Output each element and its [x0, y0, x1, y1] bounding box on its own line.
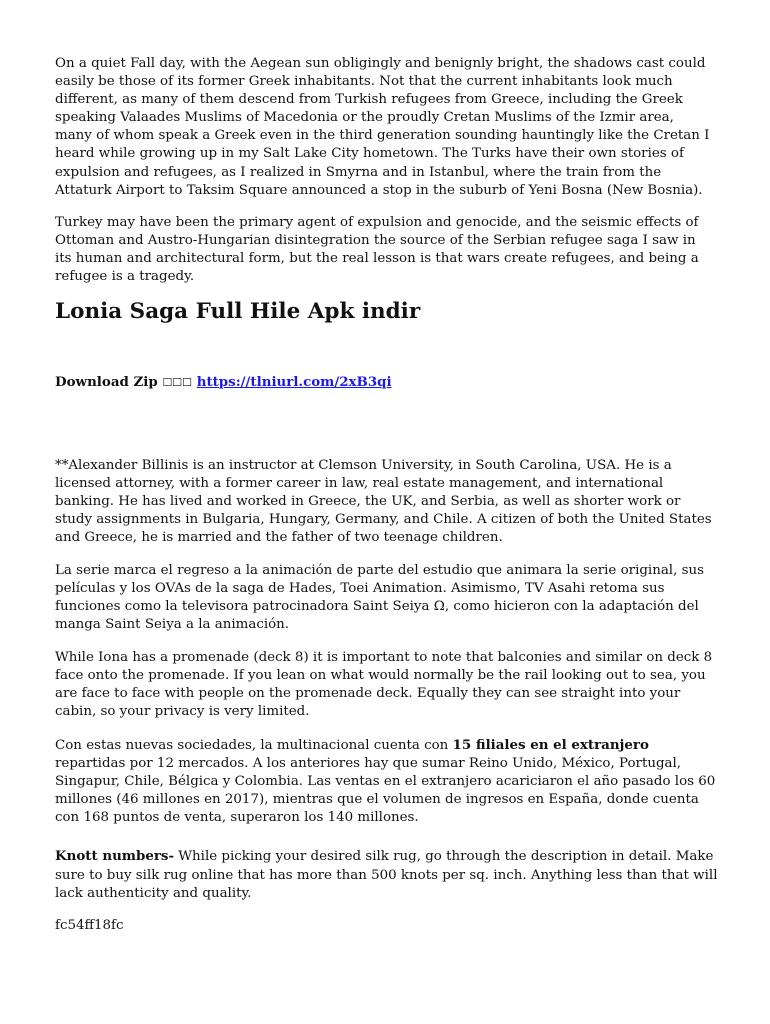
paragraph-serie: La serie marca el regreso a la animación de parte del estudio que animara la serie original, sus películas y los OVAs de la saga de Hades, Toei Animation. Asimismo, TV Asahi retoma sus funciones como la televisora patrocinadora Saint Seiya Ω, como hicieron con la adaptación del manga Saint Seiya a la animación.: [55, 563, 704, 633]
paragraph-author-bio: **Alexander Billinis is an instructor at Clemson University, in South Carolina, USA. He is a licensed attorney, with a former career in law, real estate management, and international banking. He has lived and worked in Greece, the UK, and Serbia, as well as shorter work or study assignments in Bulgaria, Hungary, Germany, and Chile. A citizen of both the United States and Greece, he is married and the father of two teenage children.: [55, 458, 712, 546]
paragraph-filiales: [55, 736, 720, 827]
knott-bold: Knott numbers-: [55, 848, 175, 865]
paragraph-turkey: Turkey may have been the primary agent of expulsion and genocide, and the seismic effects of Ottoman and Austro-Hungarian disintegration the source of the Serbian refugee saga I saw in its human and architectural form, but the real lesson is that wars create refugees, and being a refugee is a tragedy.: [55, 214, 699, 285]
download-glyphs: ☐☐☐: [162, 376, 193, 389]
document-page: [55, 55, 718, 934]
paragraph-smyrna: On a quiet Fall day, with the Aegean sun obligingly and benignly bright, the shadows cast could easily be those of its former Greek inhabitants. Not that the current inhabitants look much different, as many of them descend from Turkish refugees from Greece, including the Greek speaking Valaades Muslims of Macedonia or the proudly Cretan Muslims of the Izmir area, many of whom speak a Greek even in the third generation sounding hauntingly like the Cretan I heard while growing up in my Salt Lake City hometown. The Turks have their own stories of expulsion and refugees, as I realized in Smyrna and in Istanbul, where the train from the Attaturk Airport to Taksim Square announced a stop in the suburb of Yeni Bosna (New Bosnia).: [55, 56, 710, 198]
knott-text: While picking your desired silk rug, go through the description in detail. Make sure to buy silk rug online that has more than 500 knots per sq. inch. Anything less than that will lack authenticity and quality.: [55, 849, 718, 901]
paragraph-iona: While Iona has a promenade (deck 8) it is important to note that balconies and similar on deck 8 face onto the promenade. If you lean on what would normally be the rail looking out to sea, you are face to face with people on the promenade deck. Equally they can see straight into your cabin, so your privacy is very limited.: [55, 650, 713, 720]
lower-content: [55, 457, 720, 950]
filiales-text-after: repartidas por 12 mercados. A los anteriores hay que sumar Reino Unido, México, Portugal, Singapur, Chile, Bélgica y Colombia. Las ventas en el extranjero acariciaron el año pasado los 60 millones (46 millones en 2017), mientras que el volumen de ingresos en España, donde cuenta con 168 puntos de venta, superaron los 140 millones.: [55, 756, 716, 826]
download-line: [55, 373, 392, 392]
filiales-bold: 15 filiales en el extranjero: [452, 737, 649, 753]
paragraph-knott: [55, 847, 720, 902]
download-label: Download Zip: [55, 374, 158, 390]
filiales-text-before: Con estas nuevas sociedades, la multinacional cuenta con: [55, 738, 453, 753]
download-link[interactable]: https://tlniurl.com/2xB3qi: [196, 374, 392, 390]
code-line: fc54ff18fc: [55, 918, 124, 934]
page-heading: Lonia Saga Full Hile Apk indir: [55, 299, 421, 324]
